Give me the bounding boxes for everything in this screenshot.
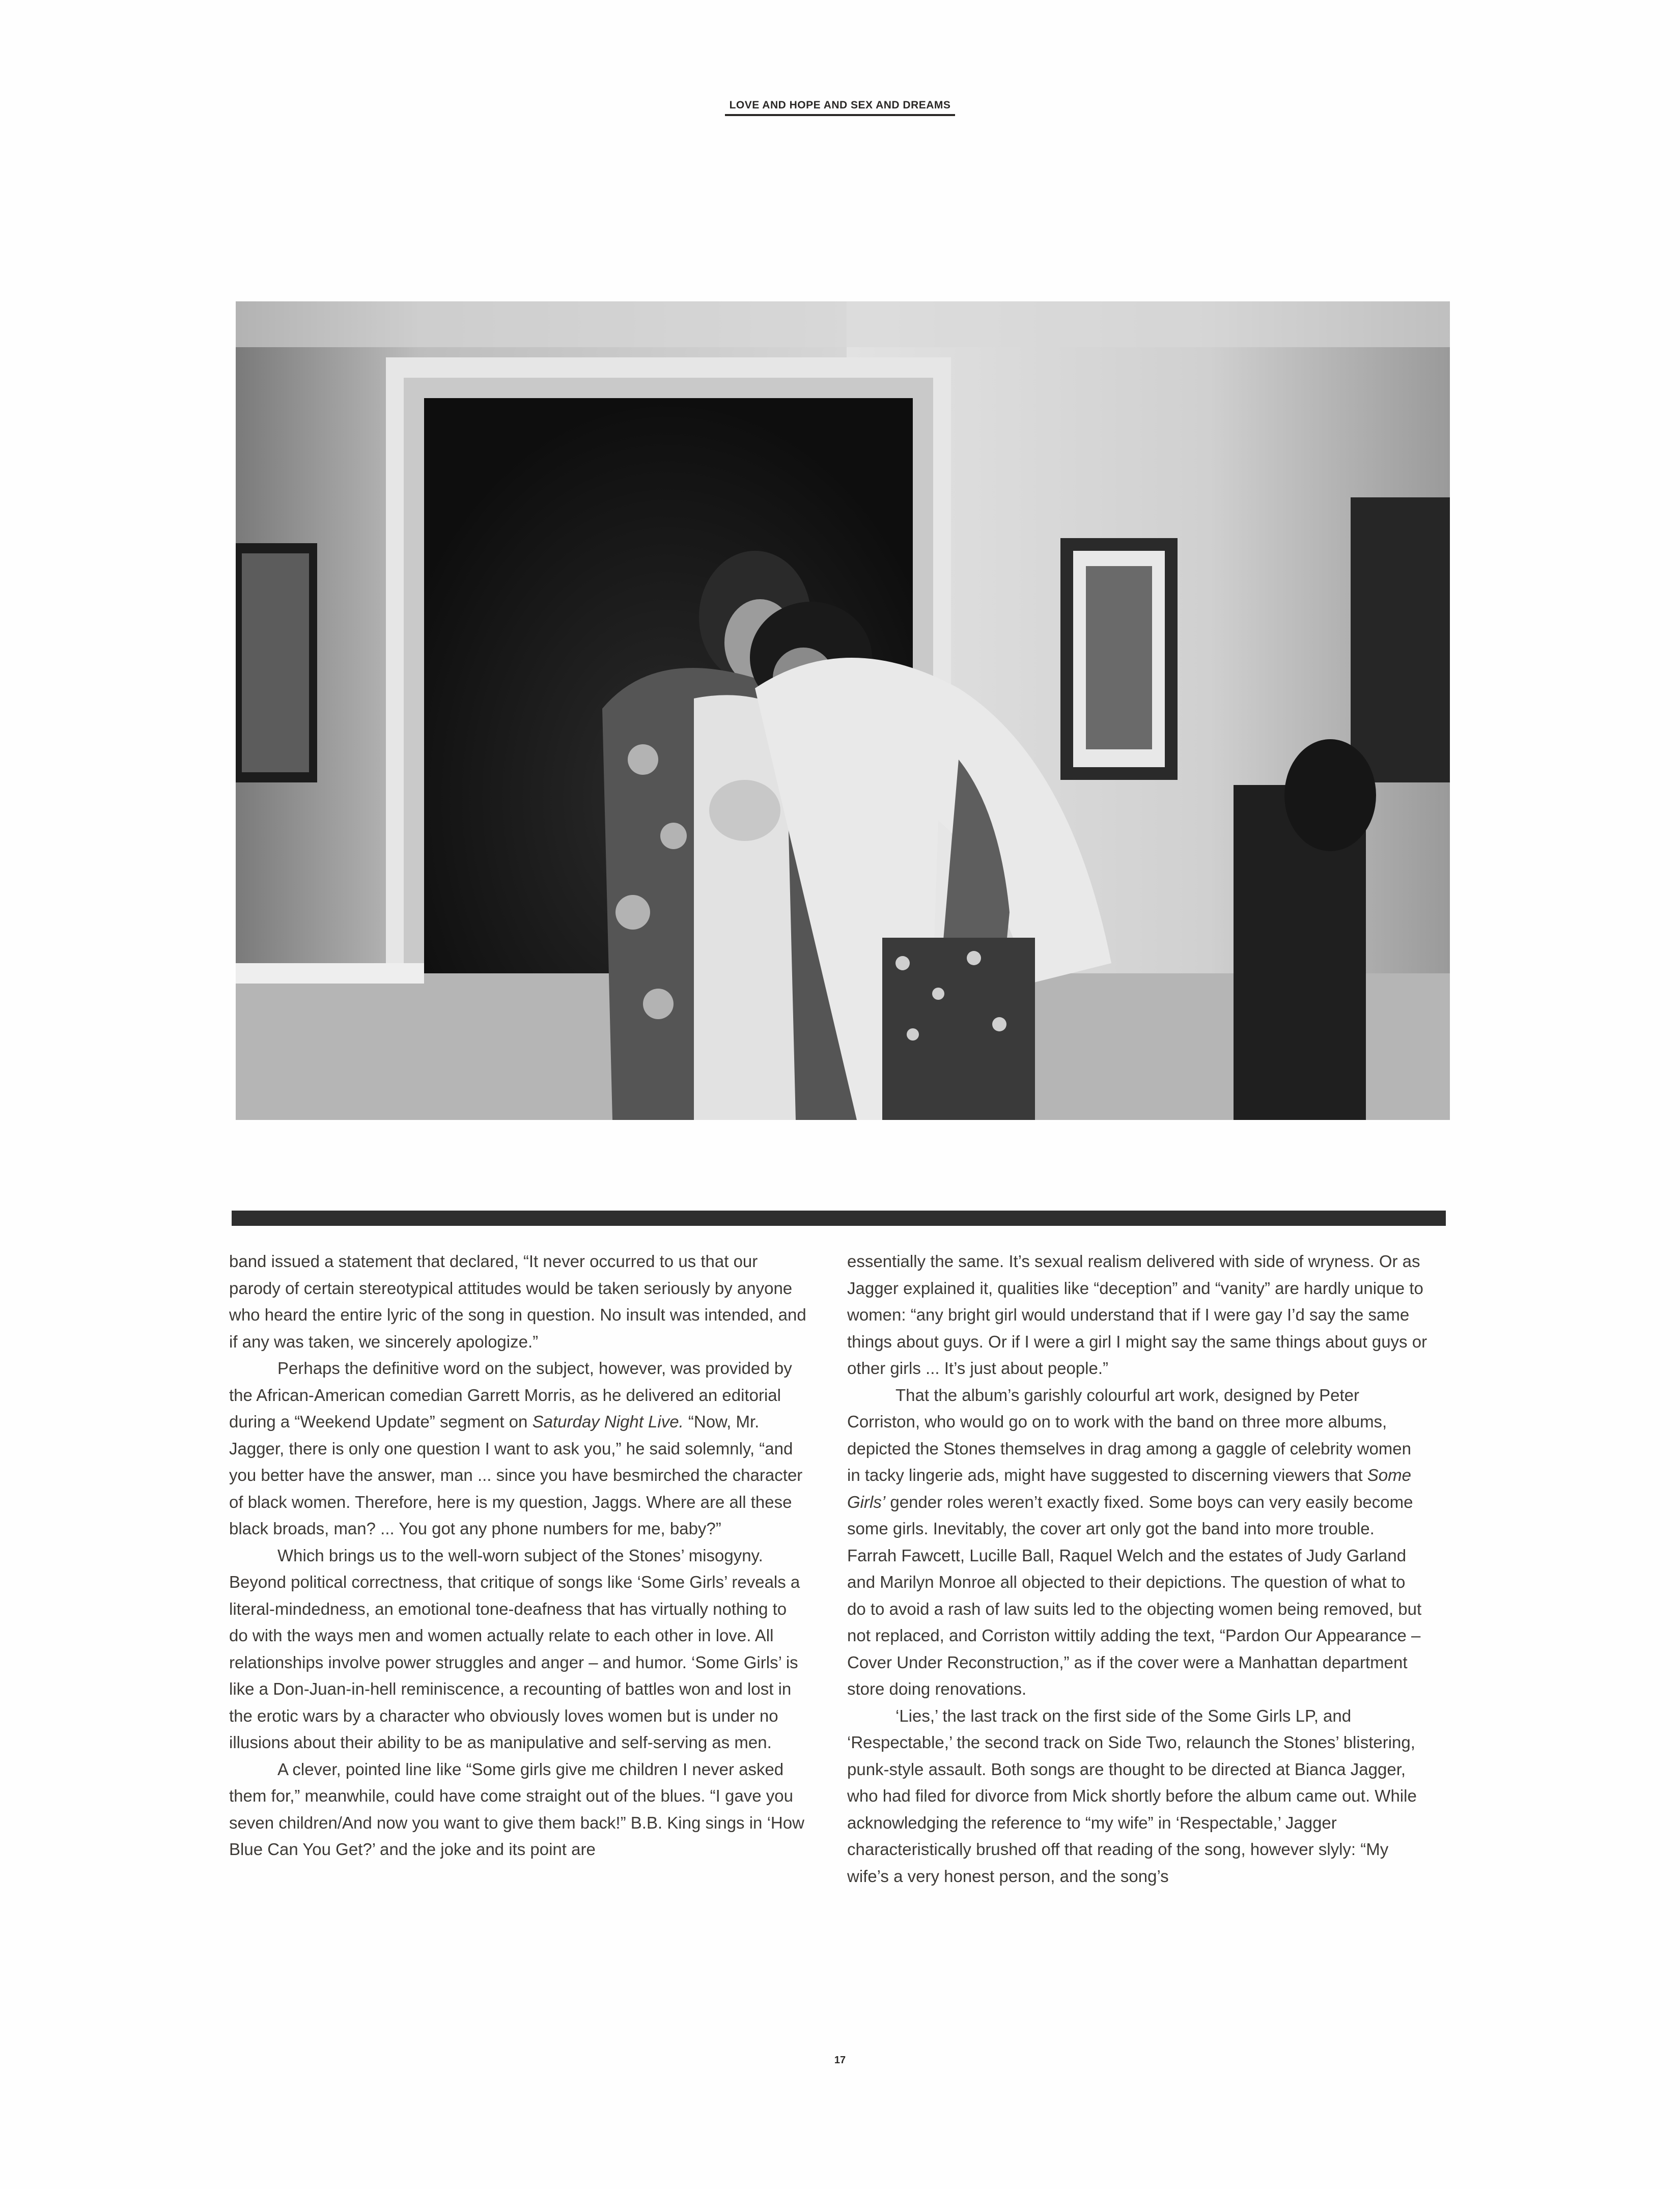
paragraph: band issued a statement that declared, “It never occurred to us that our parody of certain stereotypical attitudes would be taken seriously by anyone who heard the entire lyric of the song in question. No insult was intended, and if any was taken, we sincerely apologize.” <box>229 1252 806 1351</box>
paragraph: That the album’s garishly colourful art work, designed by Peter Corriston, who would go on to work with the band on three more albums, depicted the Stones themselves in drag among a gaggle of celebrity women in tacky lingerie ads, might have suggested to discerning viewers that Some Girls’ gender roles weren’t exactly fixed. Some boys can very easily become some girls. Inevitably, the cover art only got the band into more trouble. Farrah Fawcett, Lucille Ball, Raquel Welch and the estates of Judy Garland and Marilyn Monroe all objected to their depictions. The question of what to do to avoid a rash of law suits led to the objecting women being removed, but not replaced, and Corriston wittily adding the text, “Pardon Our Appearance – Cover Under Reconstruction,” as if the cover were a Manhattan department store doing renovations. <box>847 1385 1422 1698</box>
running-head-underline <box>725 114 955 116</box>
running-head: LOVE AND HOPE AND SEX AND DREAMS <box>729 99 951 111</box>
text-column-right <box>847 1248 1427 1890</box>
text-column-left <box>229 1248 809 1863</box>
photograph <box>236 301 1450 1120</box>
paragraph: ‘Lies,’ the last track on the first side of the Some Girls LP, and ‘Respectable,’ the second track on Side Two, relaunch the Stones’ blistering, punk-style assault. Both songs are thought to be directed at Bianca Jagger, who had filed for divorce from Mick shortly before the album came out. While acknowledging the reference to “my wife” in ‘Respectable,’ Jagger characteristically brushed off that reading of the song, however slyly: “My wife’s a very honest person, and the song’s <box>847 1706 1417 1886</box>
divider-bar <box>232 1211 1446 1226</box>
photo-image <box>236 301 1450 1120</box>
paragraph: essentially the same. It’s sexual realism delivered with side of wryness. Or as Jagger explained it, qualities like “deception” and “vanity” are hardly unique to women: “any bright girl would understand that if I were gay I’d say the same things about guys. Or if I were a girl I might say the same things about guys or other girls ... It’s just about people.” <box>847 1252 1427 1378</box>
page-number: 17 <box>834 2055 846 2066</box>
paragraph: A clever, pointed line like “Some girls give me children I never asked them for,” meanwhile, could have come straight out of the blues. “I gave you seven children/And now you want to give them back!” B.B. King sings in ‘How Blue Can You Get?’ and the joke and its point are <box>229 1759 804 1859</box>
paragraph: Perhaps the definitive word on the subject, however, was provided by the African-American comedian Garrett Morris, as he delivered an editorial during a “Weekend Update” segment on Saturday Night Live. “Now, Mr. Jagger, there is only one question I want to ask you,” he said solemnly, “and you better have the answer, man ... since you have besmirched the character of black women. Therefore, here is my question, Jaggs. Where are all these black broads, man? ... You got any phone numbers for me, baby?” <box>229 1359 803 1538</box>
paragraph: Which brings us to the well-worn subject of the Stones’ misogyny. Beyond political correctness, that critique of songs like ‘Some Girls’ reveals a literal-mindedness, an emotional tone-deafness that has virtually nothing to do with the ways men and women actually relate to each other in love. All relationships involve power struggles and anger – and humor. ‘Some Girls’ is like a Don-Juan-in-hell reminiscence, a recounting of battles won and lost in the erotic wars by a character who obviously loves women but is under no illusions about their ability to be as manipulative and self-serving as men. <box>229 1546 800 1752</box>
